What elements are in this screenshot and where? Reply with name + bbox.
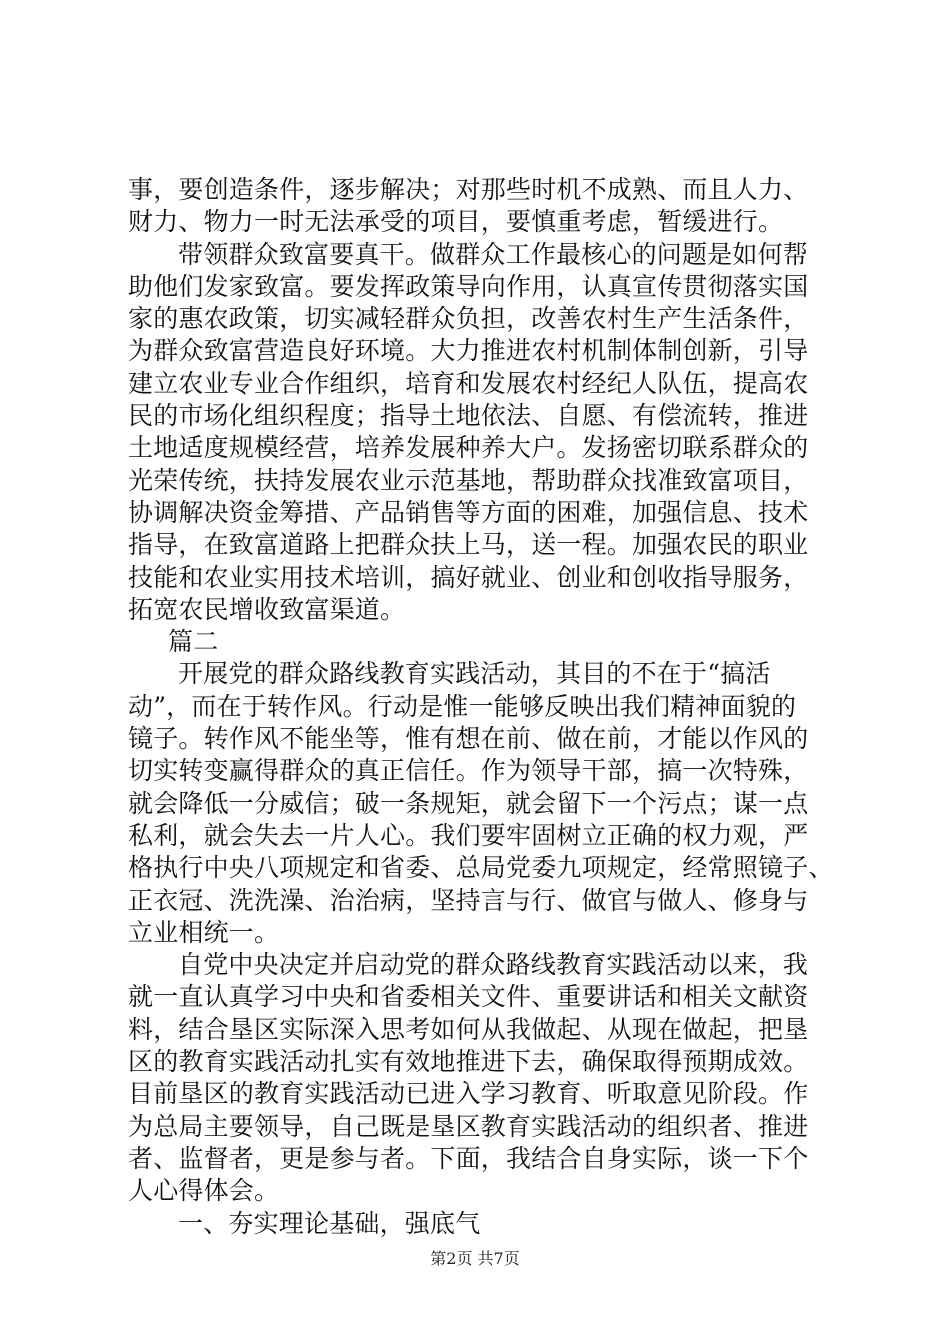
- text-line: 民的市场化组织程度；指导土地依法、自愿、有偿流转，推进: [128, 401, 809, 431]
- text-line: 就会降低一分威信；破一条规矩，就会留下一个污点；谋一点: [128, 788, 809, 818]
- text-line: 指导，在致富道路上把群众扶上马，送一程。加强农民的职业: [128, 530, 809, 560]
- text-line: 人心得体会。: [128, 1176, 280, 1206]
- text-line: 协调解决资金筹措、产品销售等方面的困难，加强信息、技术: [128, 497, 809, 527]
- document-body: [128, 174, 834, 1240]
- text-line: 镜子。转作风不能坐等，惟有想在前、做在前，才能以作风的: [128, 724, 809, 754]
- text-line: 者、监督者，更是参与者。下面，我结合自身实际，谈一下个: [128, 1143, 809, 1173]
- text-line: 目前垦区的教育实践活动已进入学习教育、听取意见阶段。作: [128, 1079, 809, 1109]
- text-line: 料，结合垦区实际深入思考如何从我做起、从现在做起，把垦: [128, 1014, 809, 1044]
- text-line: 区的教育实践活动扎实有效地推进下去，确保取得预期成效。: [128, 1047, 809, 1077]
- text-line: 就一直认真学习中央和省委相关文件、重要讲话和相关文献资: [128, 982, 809, 1012]
- paragraph-start: 自党中央决定并启动党的群众路线教育实践活动以来，我: [178, 950, 809, 980]
- paragraph-start: 带领群众致富要真干。做群众工作最核心的问题是如何帮: [178, 239, 809, 269]
- text-line: 拓宽农民增收致富渠道。: [128, 594, 406, 624]
- text-line: 格执行中央八项规定和省委、总局党委九项规定，经常照镜子、: [128, 853, 834, 883]
- text-line: 技能和农业实用技术培训，搞好就业、创业和创收指导服务，: [128, 562, 809, 592]
- text-line: 为总局主要领导，自己既是垦区教育实践活动的组织者、推进: [128, 1111, 809, 1141]
- paragraph-start: 开展党的群众路线教育实践活动，其目的不在于“搞活: [178, 659, 771, 689]
- text-line: 土地适度规模经营，培养发展种养大户。发扬密切联系群众的: [128, 433, 809, 463]
- text-line: 建立农业专业合作组织，培育和发展农村经纪人队伍，提高农: [128, 368, 809, 398]
- text-line: 光荣传统，扶持发展农业示范基地，帮助群众找准致富项目，: [128, 465, 809, 495]
- section-heading: 一、夯实理论基础，强底气: [178, 1208, 481, 1238]
- text-line: 为群众致富营造良好环境。大力推进农村机制体制创新，引导: [128, 336, 809, 366]
- text-line: 正衣冠、洗洗澡、治治病，坚持言与行、做官与做人、修身与: [128, 885, 809, 915]
- text-line: 家的惠农政策，切实减轻群众负担，改善农村生产生活条件，: [128, 304, 809, 334]
- text-line: 动”，而在于转作风。行动是惟一能够反映出我们精神面貌的: [128, 691, 797, 721]
- text-line: 切实转变赢得群众的真正信任。作为领导干部，搞一次特殊，: [128, 756, 809, 786]
- text-line: 私利，就会失去一片人心。我们要牢固树立正确的权力观，严: [128, 820, 809, 850]
- page-number-footer: 第2页 共7页: [430, 1249, 520, 1268]
- text-line: 立业相统一。: [128, 917, 280, 947]
- text-line: 事，要创造条件，逐步解决；对那些时机不成熟、而且人力、: [128, 175, 809, 204]
- section-heading: 篇二: [168, 627, 219, 657]
- text-line: 助他们发家致富。要发挥政策导向作用，认真宣传贯彻落实国: [128, 271, 809, 301]
- text-line: 财力、物力一时无法承受的项目，要慎重考虑，暂缓进行。: [128, 207, 784, 237]
